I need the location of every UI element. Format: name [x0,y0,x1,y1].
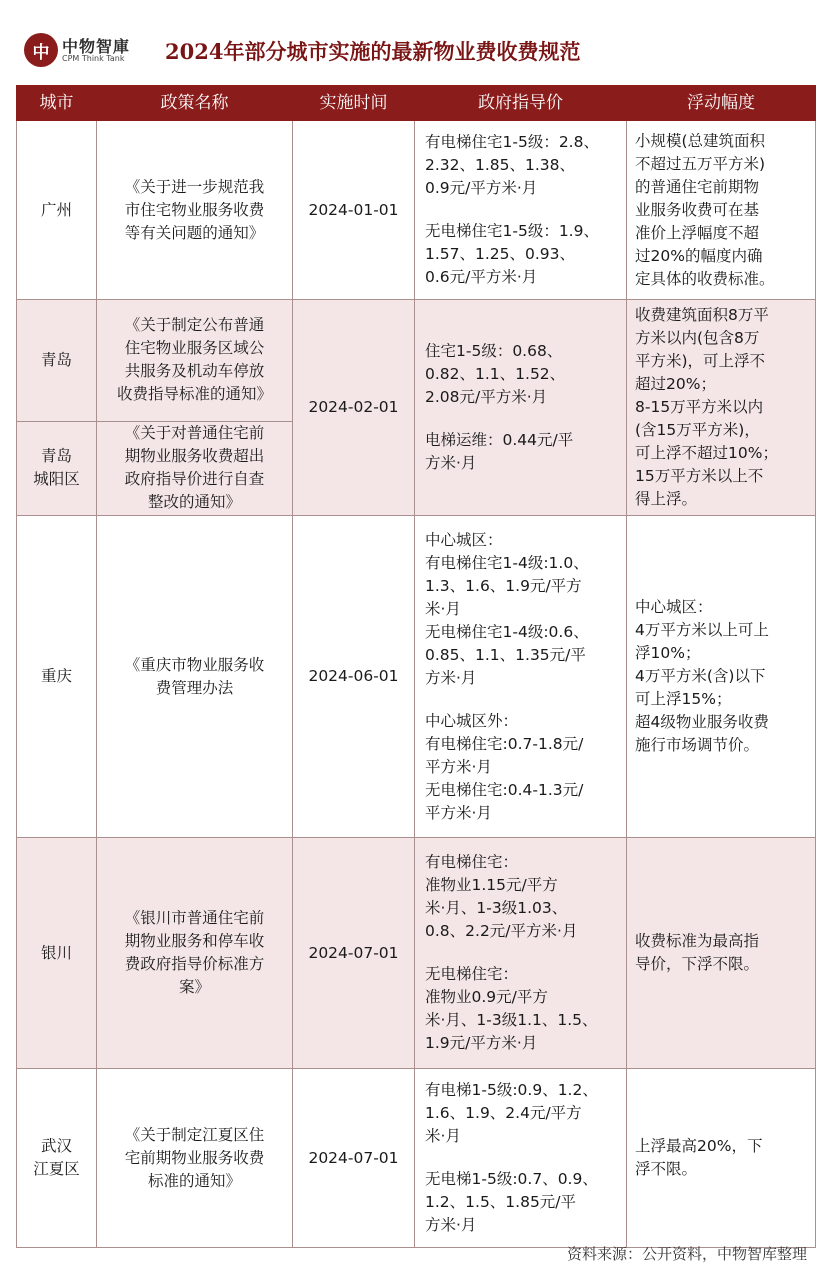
policy-name-cell: 《关于进一步规范我 市住宅物业服务收费 等有关问题的通知》 [97,121,293,300]
logo-chinese-name: 中物智庫 [62,37,131,56]
table-row [17,1069,816,1248]
source-note: 资料来源：公开资料，中物智库整理 [566,1245,807,1263]
column-header-guide-price: 政府指导价 [415,86,627,121]
column-header-policy: 政策名称 [97,86,293,121]
logo [24,33,142,69]
float-range-cell: 中心城区： 4万平方米以上可上 浮10%； 4万平方米(含)以下 可上浮15%； 超4级物业服务收费 施行市场调节价。 [627,516,816,838]
city-cell: 银川 [17,838,97,1069]
logo-english-name: CPM Think Tank [62,54,125,63]
guide-price-cell: 有电梯住宅： 准物业1.15元/平方 米·月、1-3级1.03、 0.8、2.2元/平方米·月 无电梯住宅： 准物业0.9元/平方 米·月、1-3级1.1、1.5、 1.9元/平方米·月 [415,838,627,1069]
column-header-city: 城市 [17,86,97,121]
float-range-cell: 收费建筑面积8万平 方米以内(包含8万 平方米)，可上浮不 超过20%； 8-15万平方米以内 (含15万平方米)， 可上浮不超过10%； 15万平方米以上不 得上浮。 [627,300,816,516]
float-range-cell: 上浮最高20%，下 浮不限。 [627,1069,816,1248]
column-header-date: 实施时间 [293,86,415,121]
float-range-cell: 收费标准为最高指 导价，下浮不限。 [627,838,816,1069]
guide-price-cell: 有电梯住宅1-5级：2.8、 2.32、1.85、1.38、 0.9元/平方米·月 无电梯住宅1-5级：1.9、 1.57、1.25、0.93、 0.6元/平方米·月 [415,121,627,300]
page-title: 2024年部分城市实施的最新物业费收费规范 [165,39,581,64]
date-cell: 2024-06-01 [293,516,415,838]
float-range-cell: 小规模(总建筑面积 不超过五万平方米) 的普通住宅前期物 业服务收费可在基 准价上浮幅度不超 过20%的幅度内确 定具体的收费标准。 [627,121,816,300]
date-cell: 2024-07-01 [293,838,415,1069]
date-cell: 2024-01-01 [293,121,415,300]
city-cell: 广州 [17,121,97,300]
guide-price-cell: 有电梯1-5级:0.9、1.2、 1.6、1.9、2.4元/平方 米·月 无电梯1-5级:0.7、0.9、 1.2、1.5、1.85元/平 方米·月 [415,1069,627,1248]
city-cell: 青岛 城阳区 [17,421,97,515]
guide-price-cell: 住宅1-5级：0.68、 0.82、1.1、1.52、 2.08元/平方米·月 电梯运维：0.44元/平 方米·月 [415,300,627,516]
policy-name-cell: 《银川市普通住宅前 期物业服务和停车收 费政府指导价标准方 案》 [97,838,293,1069]
city-cell: 武汉 江夏区 [17,1069,97,1248]
date-cell: 2024-07-01 [293,1069,415,1248]
guide-price-cell: 中心城区： 有电梯住宅1-4级:1.0、 1.3、1.6、1.9元/平方 米·月 无电梯住宅1-4级:0.6、 0.85、1.1、1.35元/平 方米·月 中心城区外： 有电梯住宅:0.7-1.8元/ 平方米·月 无电梯住宅:0.4-1.3元/ 平方米·月 [415,516,627,838]
table-row [17,121,816,300]
table-row [17,838,816,1069]
table-row [17,300,816,422]
policy-name-cell: 《关于制定公布普通 住宅物业服务区域公 共服务及机动车停放 收费指导标准的通知》 [97,300,293,422]
policy-name-cell: 《关于制定江夏区住 宅前期物业服务收费 标准的通知》 [97,1069,293,1248]
logo-mark-icon: 中 [24,33,58,67]
city-cell: 青岛 [17,300,97,422]
table-row [17,516,816,838]
column-header-float-range: 浮动幅度 [627,86,816,121]
policy-table [16,85,816,1248]
policy-name-cell: 《重庆市物业服务收 费管理办法 [97,516,293,838]
header [0,0,823,85]
policy-name-cell: 《关于对普通住宅前 期物业服务收费超出 政府指导价进行自查 整改的通知》 [97,421,293,515]
date-cell: 2024-02-01 [293,300,415,516]
city-cell: 重庆 [17,516,97,838]
table-header-row [17,86,816,121]
